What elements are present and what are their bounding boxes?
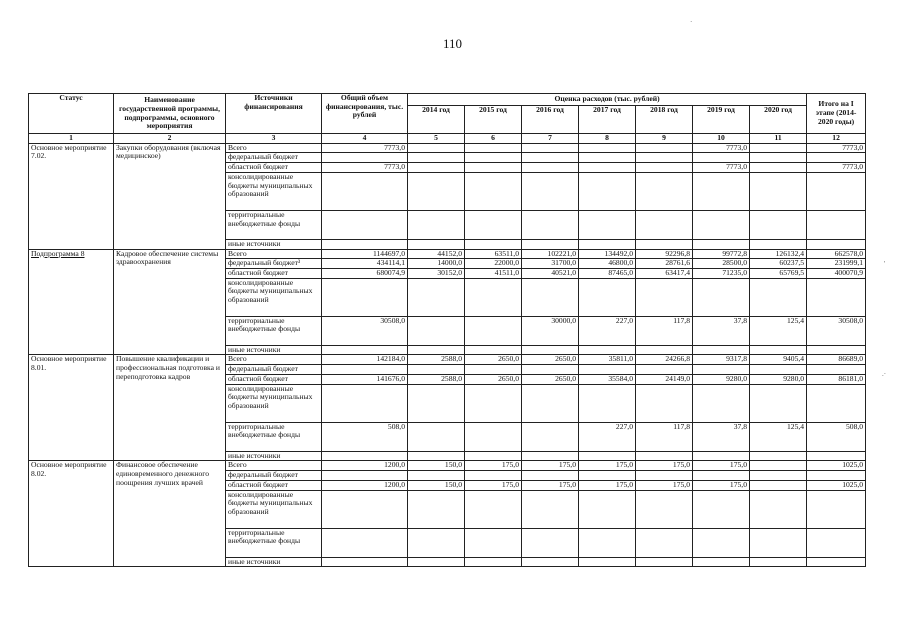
- page-number: 110: [442, 36, 463, 51]
- section-name: Повышение квалификации и профессиональная подготовка и переподготовка кадров: [114, 355, 226, 461]
- column-number: 5: [408, 134, 465, 144]
- cell-year-value: [750, 143, 807, 153]
- funding-source: федеральный бюджет: [226, 471, 322, 481]
- cell-total: [322, 557, 408, 567]
- cell-year-value: [408, 210, 465, 239]
- cell-year-value: 150,0: [408, 461, 465, 471]
- table-body: [29, 143, 866, 567]
- cell-stage-total: 231999,1: [807, 259, 866, 269]
- cell-year-value: 2650,0: [522, 374, 579, 384]
- cell-year-value: 41511,0: [465, 269, 522, 279]
- cell-year-value: 125,4: [750, 316, 807, 345]
- cell-year-value: [636, 210, 693, 239]
- cell-stage-total: [807, 384, 866, 422]
- cell-year-value: [636, 172, 693, 210]
- cell-year-value: [465, 210, 522, 239]
- cell-year-value: 2650,0: [522, 355, 579, 365]
- funding-source: иные источники: [226, 239, 322, 249]
- table-row: [29, 143, 866, 153]
- cell-year-value: [408, 471, 465, 481]
- cell-year-value: [465, 143, 522, 153]
- cell-total: 434114,1: [322, 259, 408, 269]
- budget-table: [28, 93, 866, 567]
- cell-total: [322, 345, 408, 355]
- section-status: Основное мероприятие 7.02.: [29, 143, 114, 249]
- funding-source: Всего: [226, 355, 322, 365]
- cell-year-value: [750, 239, 807, 249]
- header-estimate: Оценка расходов (тыс. рублей): [408, 94, 807, 106]
- cell-year-value: [408, 278, 465, 316]
- cell-year-value: 175,0: [579, 480, 636, 490]
- cell-total: 7773,0: [322, 143, 408, 153]
- cell-stage-total: [807, 490, 866, 528]
- cell-stage-total: [807, 172, 866, 210]
- cell-year-value: [408, 365, 465, 375]
- cell-year-value: [750, 365, 807, 375]
- cell-year-value: 117,8: [636, 422, 693, 451]
- cell-stage-total: [807, 451, 866, 461]
- cell-year-value: [636, 384, 693, 422]
- cell-year-value: 126132,4: [750, 249, 807, 259]
- cell-year-value: [408, 384, 465, 422]
- cell-total: 141676,0: [322, 374, 408, 384]
- cell-year-value: [522, 422, 579, 451]
- cell-year-value: [636, 143, 693, 153]
- funding-source: консолидированные бюджеты муниципальных образований: [226, 278, 322, 316]
- column-number: 3: [226, 134, 322, 144]
- funding-source: территориальные внебюджетные фонды: [226, 210, 322, 239]
- cell-year-value: [465, 239, 522, 249]
- cell-year-value: [408, 528, 465, 557]
- cell-year-value: 35584,0: [579, 374, 636, 384]
- cell-year-value: [636, 365, 693, 375]
- cell-year-value: 28500,0: [693, 259, 750, 269]
- cell-year-value: [693, 239, 750, 249]
- cell-stage-total: 400070,9: [807, 269, 866, 279]
- cell-year-value: [465, 172, 522, 210]
- cell-year-value: [408, 345, 465, 355]
- cell-year-value: 46800,0: [579, 259, 636, 269]
- header-year: 2014 год: [408, 106, 465, 134]
- cell-year-value: [522, 210, 579, 239]
- cell-total: 7773,0: [322, 163, 408, 173]
- cell-year-value: [750, 210, 807, 239]
- scan-speck: ': [884, 260, 886, 268]
- cell-year-value: [636, 163, 693, 173]
- cell-total: [322, 153, 408, 163]
- cell-year-value: 175,0: [693, 480, 750, 490]
- cell-year-value: [408, 143, 465, 153]
- cell-year-value: [636, 471, 693, 481]
- cell-year-value: 28761,6: [636, 259, 693, 269]
- cell-stage-total: [807, 278, 866, 316]
- cell-year-value: 31700,0: [522, 259, 579, 269]
- cell-year-value: [636, 239, 693, 249]
- header-status: Статус: [29, 94, 114, 134]
- cell-total: 1200,0: [322, 461, 408, 471]
- cell-year-value: 175,0: [693, 461, 750, 471]
- section-status: Основное мероприятие 8.01.: [29, 355, 114, 461]
- cell-total: 142184,0: [322, 355, 408, 365]
- cell-year-value: 92296,8: [636, 249, 693, 259]
- cell-year-value: [693, 451, 750, 461]
- cell-stage-total: [807, 471, 866, 481]
- cell-year-value: [750, 345, 807, 355]
- cell-year-value: 63511,0: [465, 249, 522, 259]
- cell-year-value: 2650,0: [465, 374, 522, 384]
- cell-total: [322, 172, 408, 210]
- cell-year-value: [579, 451, 636, 461]
- cell-year-value: 40521,0: [522, 269, 579, 279]
- funding-source: Всего: [226, 143, 322, 153]
- cell-year-value: [408, 316, 465, 345]
- cell-stage-total: 1025,0: [807, 480, 866, 490]
- cell-year-value: [522, 384, 579, 422]
- funding-source: Всего: [226, 461, 322, 471]
- cell-year-value: [465, 345, 522, 355]
- cell-year-value: [522, 278, 579, 316]
- cell-total: [322, 239, 408, 249]
- header-source: Источники финансирования: [226, 94, 322, 134]
- cell-year-value: [579, 345, 636, 355]
- cell-total: 1144697,0: [322, 249, 408, 259]
- cell-year-value: [465, 422, 522, 451]
- funding-source: иные источники: [226, 451, 322, 461]
- funding-source: областной бюджет: [226, 480, 322, 490]
- cell-year-value: [465, 451, 522, 461]
- cell-total: [322, 210, 408, 239]
- section-name: Финансовое обеспечение единовременного денежного поощрения лучших врачей: [114, 461, 226, 567]
- cell-year-value: 175,0: [636, 480, 693, 490]
- cell-year-value: 150,0: [408, 480, 465, 490]
- cell-year-value: [750, 480, 807, 490]
- cell-year-value: [693, 528, 750, 557]
- cell-year-value: [579, 163, 636, 173]
- column-number: 7: [522, 134, 579, 144]
- cell-year-value: 2588,0: [408, 355, 465, 365]
- cell-year-value: [465, 163, 522, 173]
- cell-year-value: 87465,0: [579, 269, 636, 279]
- cell-year-value: 14000,0: [408, 259, 465, 269]
- column-number: 6: [465, 134, 522, 144]
- cell-year-value: [465, 490, 522, 528]
- funding-source: территориальные внебюджетные фонды: [226, 528, 322, 557]
- cell-total: 508,0: [322, 422, 408, 451]
- cell-year-value: 35811,0: [579, 355, 636, 365]
- cell-year-value: 227,0: [579, 422, 636, 451]
- cell-year-value: 99772,8: [693, 249, 750, 259]
- cell-year-value: [636, 557, 693, 567]
- cell-year-value: [693, 471, 750, 481]
- cell-year-value: [579, 210, 636, 239]
- cell-year-value: [750, 528, 807, 557]
- cell-year-value: [522, 143, 579, 153]
- cell-year-value: 37,8: [693, 422, 750, 451]
- funding-source: территориальные внебюджетные фонды: [226, 422, 322, 451]
- table-header: [29, 94, 866, 144]
- table-row: [29, 249, 866, 259]
- funding-source: консолидированные бюджеты муниципальных образований: [226, 384, 322, 422]
- cell-year-value: [579, 278, 636, 316]
- cell-year-value: [579, 143, 636, 153]
- cell-year-value: 30000,0: [522, 316, 579, 345]
- cell-year-value: 2588,0: [408, 374, 465, 384]
- cell-total: [322, 365, 408, 375]
- cell-stage-total: 508,0: [807, 422, 866, 451]
- cell-year-value: [465, 557, 522, 567]
- cell-year-value: [693, 490, 750, 528]
- cell-year-value: [408, 490, 465, 528]
- cell-year-value: [579, 365, 636, 375]
- cell-year-value: [693, 210, 750, 239]
- column-number: 10: [693, 134, 750, 144]
- funding-source: областной бюджет: [226, 374, 322, 384]
- cell-year-value: 60237,5: [750, 259, 807, 269]
- cell-stage-total: 1025,0: [807, 461, 866, 471]
- cell-year-value: [522, 365, 579, 375]
- cell-stage-total: [807, 365, 866, 375]
- cell-year-value: [750, 163, 807, 173]
- cell-year-value: [636, 451, 693, 461]
- cell-year-value: [465, 153, 522, 163]
- header-year: 2015 год: [465, 106, 522, 134]
- funding-source: областной бюджет: [226, 163, 322, 173]
- header-year: 2017 год: [579, 106, 636, 134]
- cell-year-value: 175,0: [465, 480, 522, 490]
- funding-source: областной бюджет: [226, 269, 322, 279]
- cell-year-value: 175,0: [636, 461, 693, 471]
- cell-year-value: [579, 471, 636, 481]
- column-number: 12: [807, 134, 866, 144]
- cell-stage-total: 86689,0: [807, 355, 866, 365]
- cell-year-value: 22000,0: [465, 259, 522, 269]
- cell-year-value: 30152,0: [408, 269, 465, 279]
- cell-year-value: 9280,0: [750, 374, 807, 384]
- header-year: 2018 год: [636, 106, 693, 134]
- cell-year-value: [579, 239, 636, 249]
- cell-year-value: [408, 422, 465, 451]
- cell-year-value: [750, 557, 807, 567]
- cell-year-value: [750, 461, 807, 471]
- cell-year-value: 63417,4: [636, 269, 693, 279]
- column-number: 8: [579, 134, 636, 144]
- cell-year-value: 175,0: [579, 461, 636, 471]
- cell-year-value: [465, 471, 522, 481]
- header-year: 2020 год: [750, 106, 807, 134]
- cell-year-value: [750, 471, 807, 481]
- column-number: 11: [750, 134, 807, 144]
- scan-speck: ·: [690, 18, 693, 26]
- cell-year-value: 71235,0: [693, 269, 750, 279]
- cell-year-value: [408, 451, 465, 461]
- section-status: Основное мероприятие 8.02.: [29, 461, 114, 567]
- cell-year-value: [579, 528, 636, 557]
- cell-year-value: [579, 384, 636, 422]
- cell-year-value: [408, 239, 465, 249]
- cell-year-value: [693, 365, 750, 375]
- funding-source: территориальные внебюджетные фонды: [226, 316, 322, 345]
- cell-year-value: [465, 278, 522, 316]
- cell-year-value: [579, 172, 636, 210]
- cell-year-value: 37,8: [693, 316, 750, 345]
- cell-year-value: [465, 528, 522, 557]
- cell-year-value: [522, 451, 579, 461]
- column-number: 1: [29, 134, 114, 144]
- cell-year-value: [750, 451, 807, 461]
- funding-source: федеральный бюджет: [226, 365, 322, 375]
- cell-total: [322, 451, 408, 461]
- cell-year-value: [408, 172, 465, 210]
- cell-total: [322, 278, 408, 316]
- cell-year-value: [636, 278, 693, 316]
- cell-total: 1200,0: [322, 480, 408, 490]
- cell-year-value: [750, 490, 807, 528]
- cell-year-value: [408, 153, 465, 163]
- cell-year-value: [522, 345, 579, 355]
- cell-total: [322, 528, 408, 557]
- column-number: 4: [322, 134, 408, 144]
- cell-year-value: 175,0: [522, 461, 579, 471]
- table-row: [29, 461, 866, 471]
- cell-stage-total: 30508,0: [807, 316, 866, 345]
- cell-year-value: 125,4: [750, 422, 807, 451]
- cell-year-value: 7773,0: [693, 143, 750, 153]
- cell-year-value: 24149,0: [636, 374, 693, 384]
- funding-source: Всего: [226, 249, 322, 259]
- cell-year-value: [636, 490, 693, 528]
- cell-year-value: [465, 316, 522, 345]
- cell-year-value: [522, 172, 579, 210]
- cell-year-value: [522, 490, 579, 528]
- header-year: 2019 год: [693, 106, 750, 134]
- cell-year-value: [522, 557, 579, 567]
- cell-year-value: [636, 153, 693, 163]
- cell-stage-total: 7773,0: [807, 163, 866, 173]
- table-row: [29, 355, 866, 365]
- cell-year-value: [693, 153, 750, 163]
- cell-year-value: [522, 471, 579, 481]
- cell-year-value: [522, 153, 579, 163]
- cell-stage-total: [807, 345, 866, 355]
- cell-year-value: [693, 172, 750, 210]
- column-numbers-row: [29, 134, 866, 144]
- cell-year-value: [750, 172, 807, 210]
- column-number: 2: [114, 134, 226, 144]
- header-stage-total: Итого на I этапе (2014-2020 годы): [807, 94, 866, 134]
- cell-stage-total: [807, 557, 866, 567]
- header-name: Наименование государственной программы, подпрограммы, основного мероприятия: [114, 94, 226, 134]
- cell-total: [322, 384, 408, 422]
- cell-year-value: 102221,0: [522, 249, 579, 259]
- funding-source: консолидированные бюджеты муниципальных образований: [226, 490, 322, 528]
- header-total: Общий объем финансирования, тыс. рублей: [322, 94, 408, 134]
- cell-stage-total: 86181,0: [807, 374, 866, 384]
- cell-year-value: [522, 528, 579, 557]
- cell-year-value: 44152,0: [408, 249, 465, 259]
- cell-year-value: [408, 163, 465, 173]
- cell-year-value: [750, 278, 807, 316]
- cell-year-value: [579, 153, 636, 163]
- cell-stage-total: [807, 153, 866, 163]
- cell-year-value: [693, 384, 750, 422]
- column-number: 9: [636, 134, 693, 144]
- cell-year-value: 9317,8: [693, 355, 750, 365]
- section-name: Закупки оборудования (включая медицинское): [114, 143, 226, 249]
- cell-stage-total: [807, 239, 866, 249]
- section-name: Кадровое обеспечение системы здравоохранения: [114, 249, 226, 355]
- cell-year-value: [522, 239, 579, 249]
- cell-year-value: 117,8: [636, 316, 693, 345]
- cell-stage-total: 662578,0: [807, 249, 866, 259]
- cell-year-value: [750, 384, 807, 422]
- funding-source: консолидированные бюджеты муниципальных образований: [226, 172, 322, 210]
- cell-year-value: 9280,0: [693, 374, 750, 384]
- cell-stage-total: [807, 210, 866, 239]
- cell-year-value: [465, 384, 522, 422]
- cell-year-value: [693, 345, 750, 355]
- cell-stage-total: [807, 528, 866, 557]
- funding-source: федеральный бюджет: [226, 153, 322, 163]
- cell-year-value: [579, 490, 636, 528]
- cell-year-value: [693, 557, 750, 567]
- cell-total: [322, 471, 408, 481]
- header-year: 2016 год: [522, 106, 579, 134]
- cell-year-value: 134492,0: [579, 249, 636, 259]
- cell-year-value: [750, 153, 807, 163]
- section-status: Подпрограмма 8: [29, 249, 114, 355]
- cell-year-value: [579, 557, 636, 567]
- cell-total: 30508,0: [322, 316, 408, 345]
- cell-year-value: 175,0: [522, 480, 579, 490]
- cell-year-value: [522, 163, 579, 173]
- cell-year-value: [636, 528, 693, 557]
- scan-speck: .·: [882, 370, 887, 378]
- funding-source: федеральный бюджет³: [226, 259, 322, 269]
- cell-year-value: 227,0: [579, 316, 636, 345]
- cell-stage-total: 7773,0: [807, 143, 866, 153]
- cell-year-value: 24266,8: [636, 355, 693, 365]
- cell-year-value: [408, 557, 465, 567]
- cell-year-value: [636, 345, 693, 355]
- cell-year-value: 175,0: [465, 461, 522, 471]
- cell-year-value: [465, 365, 522, 375]
- cell-year-value: 2650,0: [465, 355, 522, 365]
- cell-year-value: 65769,5: [750, 269, 807, 279]
- cell-year-value: 9405,4: [750, 355, 807, 365]
- cell-total: [322, 490, 408, 528]
- cell-year-value: [693, 278, 750, 316]
- cell-year-value: 7773,0: [693, 163, 750, 173]
- cell-total: 680074,9: [322, 269, 408, 279]
- funding-source: иные источники: [226, 557, 322, 567]
- funding-source: иные источники: [226, 345, 322, 355]
